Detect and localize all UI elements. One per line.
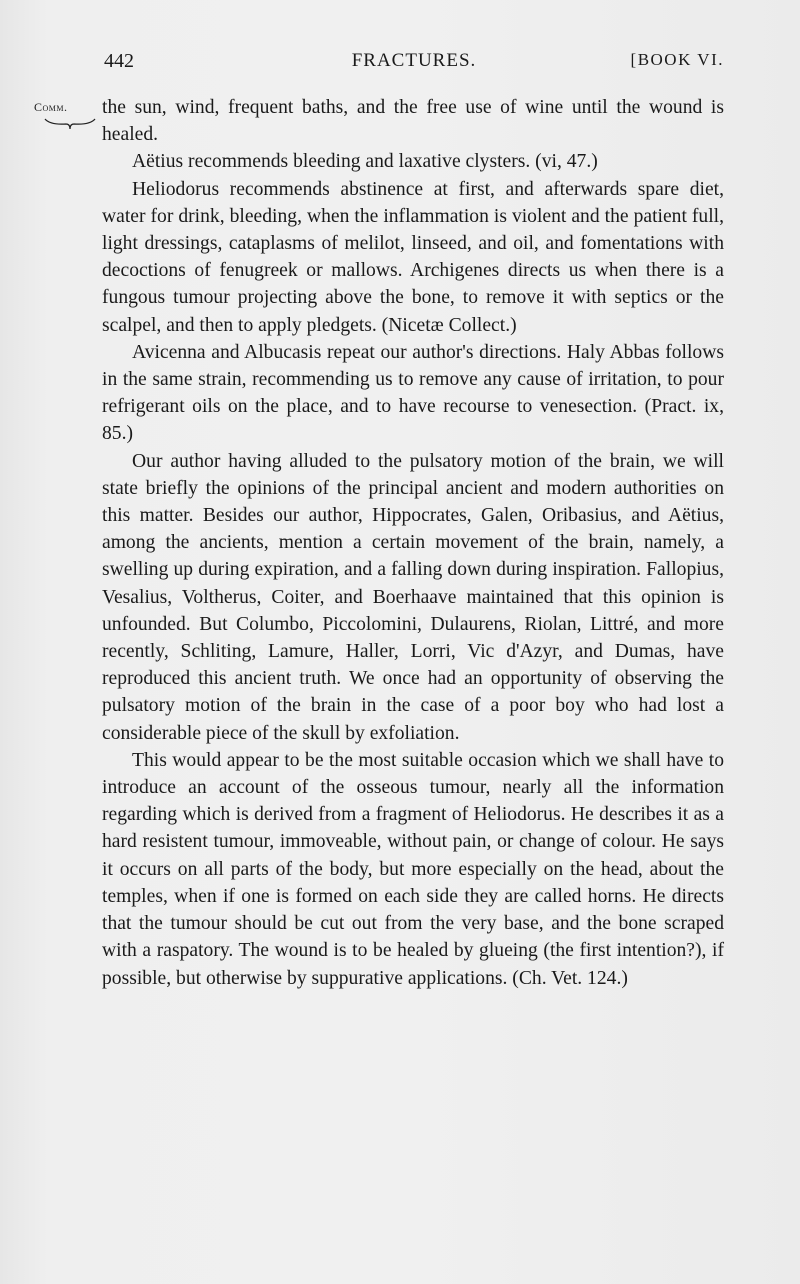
running-header (104, 50, 724, 76)
paragraph-heliodorus: Heliodorus recommends abstinence at first, and afterwards spare diet, water for drink, bleeding, when the inflammation is violent and the patient full, light dressings, cataplasms of melilot, linseed, and oil, and fomentations with decoctions of fenugreek or mallows. Archigenes directs us when there is a fungous tumour projecting above the bone, to remove it with septics or the scalpel, and then to apply pledgets. (Nicetæ Collect.) (102, 178, 724, 336)
running-title: FRACTURES. (351, 50, 477, 71)
page-number: 442 (104, 50, 134, 72)
paragraph-pulsatory-motion: Our author having alluded to the pulsatory motion of the brain, we will state briefly the opinions of the principal ancient and modern authorities on this matter. Besides our author, Hippocrates, Galen, Oribasius, and Aëtius, among the ancients, mention a certain movement of the brain, namely, a swelling up during expiration, and a falling down during inspiration. Fallopius, Vesalius, Voltherus, Coiter, and Boerhaave maintained that this opinion is unfounded. But Columbo, Piccolomini, Dulaurens, Riolan, Littré, and more recently, Schliting, Lamure, Haller, Lorri, Vic d'Azyr, and Dumas, have reproduced this ancient truth. We once had an opportunity of observing the pulsatory motion of the brain in the case of a poor boy who had lost a considerable piece of the skull by exfoliation. (102, 450, 724, 744)
body-text (102, 94, 724, 992)
margin-brace-icon (44, 117, 96, 131)
paragraph-osseous-tumour: This would appear to be the most suitable occasion which we shall have to introduce an account of the osseous tumour, nearly all the information regarding which is derived from a fragment of Heliodorus. He describes it as a hard resistent tumour, immoveable, without pain, or change of colour. He says it occurs on all parts of the body, but more especially on the head, about the temples, when if one is formed on each side they are called horns. He directs that the tumour should be cut out from the very base, and the bone scraped with a raspatory. The wound is to be healed by glueing (the first intention?), if possible, but otherwise by suppurative applications. (Ch. Vet. 124.) (102, 749, 724, 989)
paragraph-aetius: Aëtius recommends bleeding and laxative clysters. (vi, 47.) (132, 151, 598, 173)
margin-note: Comm. (34, 100, 68, 114)
book-label: [BOOK VI. (630, 50, 724, 69)
paragraph-continuation: the sun, wind, frequent baths, and the free use of wine until the wound is healed. (102, 97, 724, 146)
paragraph-avicenna: Avicenna and Albucasis repeat our author's directions. Haly Abbas follows in the same strain, recommending us to remove any cause of irritation, to pour refrigerant oils on the place, and to have recourse to venesection. (Pract. ix, 85.) (102, 341, 724, 445)
